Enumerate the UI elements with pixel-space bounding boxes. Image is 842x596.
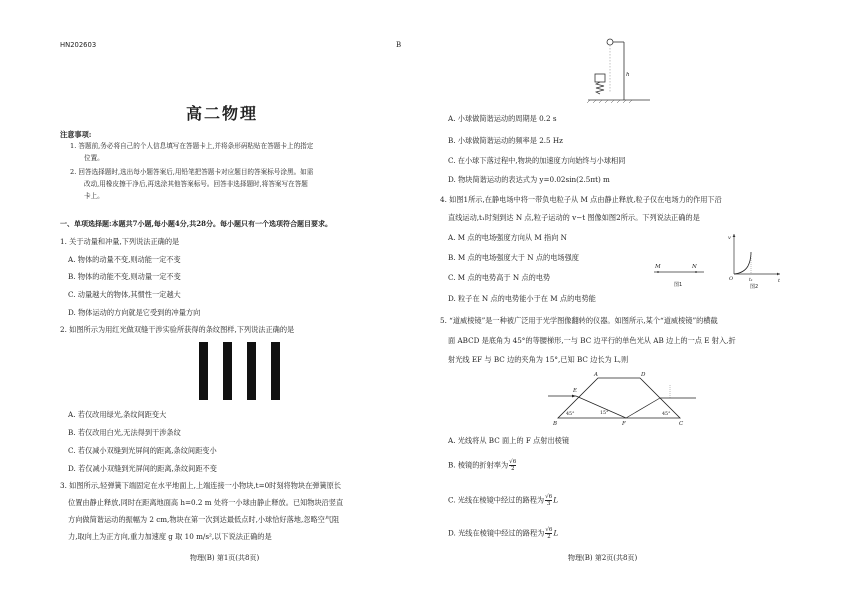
q2-option-d: D. 若仅减小双缝到光屏间的距离,条纹间距不变 — [68, 464, 217, 473]
fraction: $\frac{√6}{2}$ — [545, 527, 553, 540]
q3-line: 3. 如图所示,轻弹簧下端固定在水平地面上,上端连接一小物块,t=0时刻将物块在弹簧原长 — [60, 481, 342, 490]
q4-option-d: D. 粒子在 N 点的电势能小于在 M 点的电势能 — [448, 294, 596, 303]
q3-option-c: C. 在小球下落过程中,物块的加速度方向始终与小球相同 — [448, 156, 626, 165]
q5-option-d: D. 光线在棱镜中经过的路程为 $\frac{√6}{2}$ L — [448, 527, 559, 540]
q5-option-c: C. 光线在棱镜中经过的路程为 $\frac{√6}{3}$ L — [448, 494, 558, 507]
q3-line: 力,取向上为正方向,重力加速度 g 取 10 m/s²,以下说法正确的是 — [68, 532, 272, 541]
axis-t: t — [778, 278, 781, 284]
dove-prism-figure — [548, 370, 698, 426]
angle-ef: 15° — [600, 411, 609, 416]
notice-line: 卡上。 — [84, 192, 104, 200]
notice-line: 改动,用橡皮擦干净后,再选涂其他答案标号。回答非选择题时,将答案写在答题 — [84, 180, 308, 188]
tick-t1: t₁ — [749, 278, 753, 283]
q4-option-a: A. M 点的电场强度方向从 M 指向 N — [448, 233, 567, 242]
q4-option-b: B. M 点的电场强度大于 N 点的电场强度 — [448, 253, 579, 262]
q5-option-b-text: B. 棱镜的折射率为 — [448, 460, 509, 470]
fraction: $\frac{√6}{2}$ — [509, 459, 517, 472]
q2-option-b: B. 若仅改用白光,无法得到干涉条纹 — [68, 428, 181, 437]
section-heading: 一、单项选择题:本题共7小题,每小题4分,共28分。每小题只有一个选项符合题目要求。 — [60, 219, 332, 228]
block-icon — [595, 74, 605, 82]
paper-version: B — [396, 41, 402, 49]
notice-line: 1. 答题前,务必将自己的个人信息填写在答题卡上,并将条形码粘贴在答题卡上的指定 — [70, 142, 314, 150]
fraction: $\frac{√6}{3}$ — [545, 494, 553, 507]
q5-line: 5. “道威棱镜”是一种被广泛用于光学图像翻转的仪器。如图所示,某个“道威棱镜”的横截 — [440, 316, 718, 325]
q4-line: 直线运动,t₁时刻到达 N 点,粒子运动的 v−t 图像如图2所示。下列说法正确的是 — [448, 213, 700, 222]
notice-line: 位置。 — [84, 154, 104, 162]
vertex-b: B — [553, 421, 558, 426]
v-t-graph — [726, 230, 784, 290]
q5-option-d-text: D. 光线在棱镜中经过的路程为 — [448, 528, 545, 538]
vertex-d: D — [641, 372, 646, 378]
q1-stem: 1. 关于动量和冲量,下列说法正确的是 — [60, 237, 180, 246]
q4-option-c: C. M 点的电势高于 N 点的电势 — [448, 273, 551, 282]
angle-c: 45° — [662, 412, 671, 417]
q1-option-b: B. 物体的动能不变,则动量一定不变 — [68, 272, 181, 281]
angle-b: 45° — [566, 412, 575, 417]
page-title: 高二物理 — [186, 104, 259, 123]
origin: O — [729, 276, 734, 282]
interference-fringe-figure — [199, 342, 305, 400]
ball-icon — [607, 39, 613, 45]
q2-option-a: A. 若仅改用绿光,条纹间距变大 — [68, 410, 167, 419]
footer-left: 物理(B) 第1页(共8页) — [190, 554, 260, 562]
point-f: F — [622, 421, 626, 426]
height-label: h — [626, 72, 630, 78]
q3-option-d: D. 物块简谐运动的表达式为 y=0.02sin(2.5πt) m — [448, 175, 610, 184]
vertex-a: A — [594, 372, 598, 378]
field-line-figure — [652, 258, 708, 290]
q5-option-a: A. 光线将从 BC 面上的 F 点射出棱镜 — [448, 436, 570, 445]
q2-option-c: C. 若仅减小双缝到光屏间的距离,条纹间距变小 — [68, 446, 217, 455]
q5-option-c-text: C. 光线在棱镜中经过的路程为 — [448, 495, 545, 505]
vertex-c: C — [679, 421, 684, 426]
q5-option-b — [448, 459, 517, 472]
q3-option-b: B. 小球做简谐运动的频率是 2.5 Hz — [448, 136, 563, 145]
q5-line: 射光线 EF 与 BC 边的夹角为 15°,已知 BC 边长为 L,则 — [448, 355, 629, 364]
q1-option-c: C. 动量越大的物体,其惯性一定越大 — [68, 290, 181, 299]
q1-option-d: D. 物体运动的方向就是它受到的冲量方向 — [68, 308, 201, 317]
q3-option-a: A. 小球做简谐运动的周期是 0.2 s — [448, 114, 557, 123]
q2-stem: 2. 如图所示为用红光做双缝干涉实验所获得的条纹图样,下列说法正确的是 — [60, 325, 295, 334]
fig1-caption: 图1 — [674, 282, 683, 288]
spring-ball-figure — [580, 36, 660, 104]
q4-line: 4. 如图1所示,在静电场中将一带负电粒子从 M 点由静止释放,粒子仅在电场力的作用下沿 — [440, 195, 722, 204]
notice-heading: 注意事项: — [60, 130, 92, 139]
q3-line: 方向做简谐运动的振幅为 2 cm,物块在第一次到达最低点时,小球恰好落地,忽略空气阻 — [68, 515, 340, 524]
label-m: M — [655, 264, 661, 270]
spring-icon — [596, 82, 604, 94]
q1-option-a: A. 物体的动量不变,则动能一定不变 — [68, 255, 181, 264]
fig2-caption: 图2 — [750, 284, 759, 290]
reflected-ray — [626, 398, 660, 418]
axis-v: v — [728, 235, 731, 241]
paper-code: HN202603 — [60, 41, 97, 49]
point-e: E — [573, 388, 578, 394]
footer-right: 物理(B) 第2页(共8页) — [568, 554, 638, 562]
q5-line: 面 ABCD 是底角为 45°的等腰梯形,一与 BC 边平行的单色光从 AB 边上的一点 E 射入,折 — [448, 336, 736, 345]
label-n: N — [692, 264, 697, 270]
notice-line: 2. 回答选择题时,选出每小题答案后,用铅笔把答题卡对应题目的答案标号涂黑。如需 — [70, 168, 314, 176]
q3-line: 位置由静止释放,同时在距离地面高 h=0.2 m 处将一小球由静止释放。已知物块沿竖直 — [68, 498, 344, 507]
